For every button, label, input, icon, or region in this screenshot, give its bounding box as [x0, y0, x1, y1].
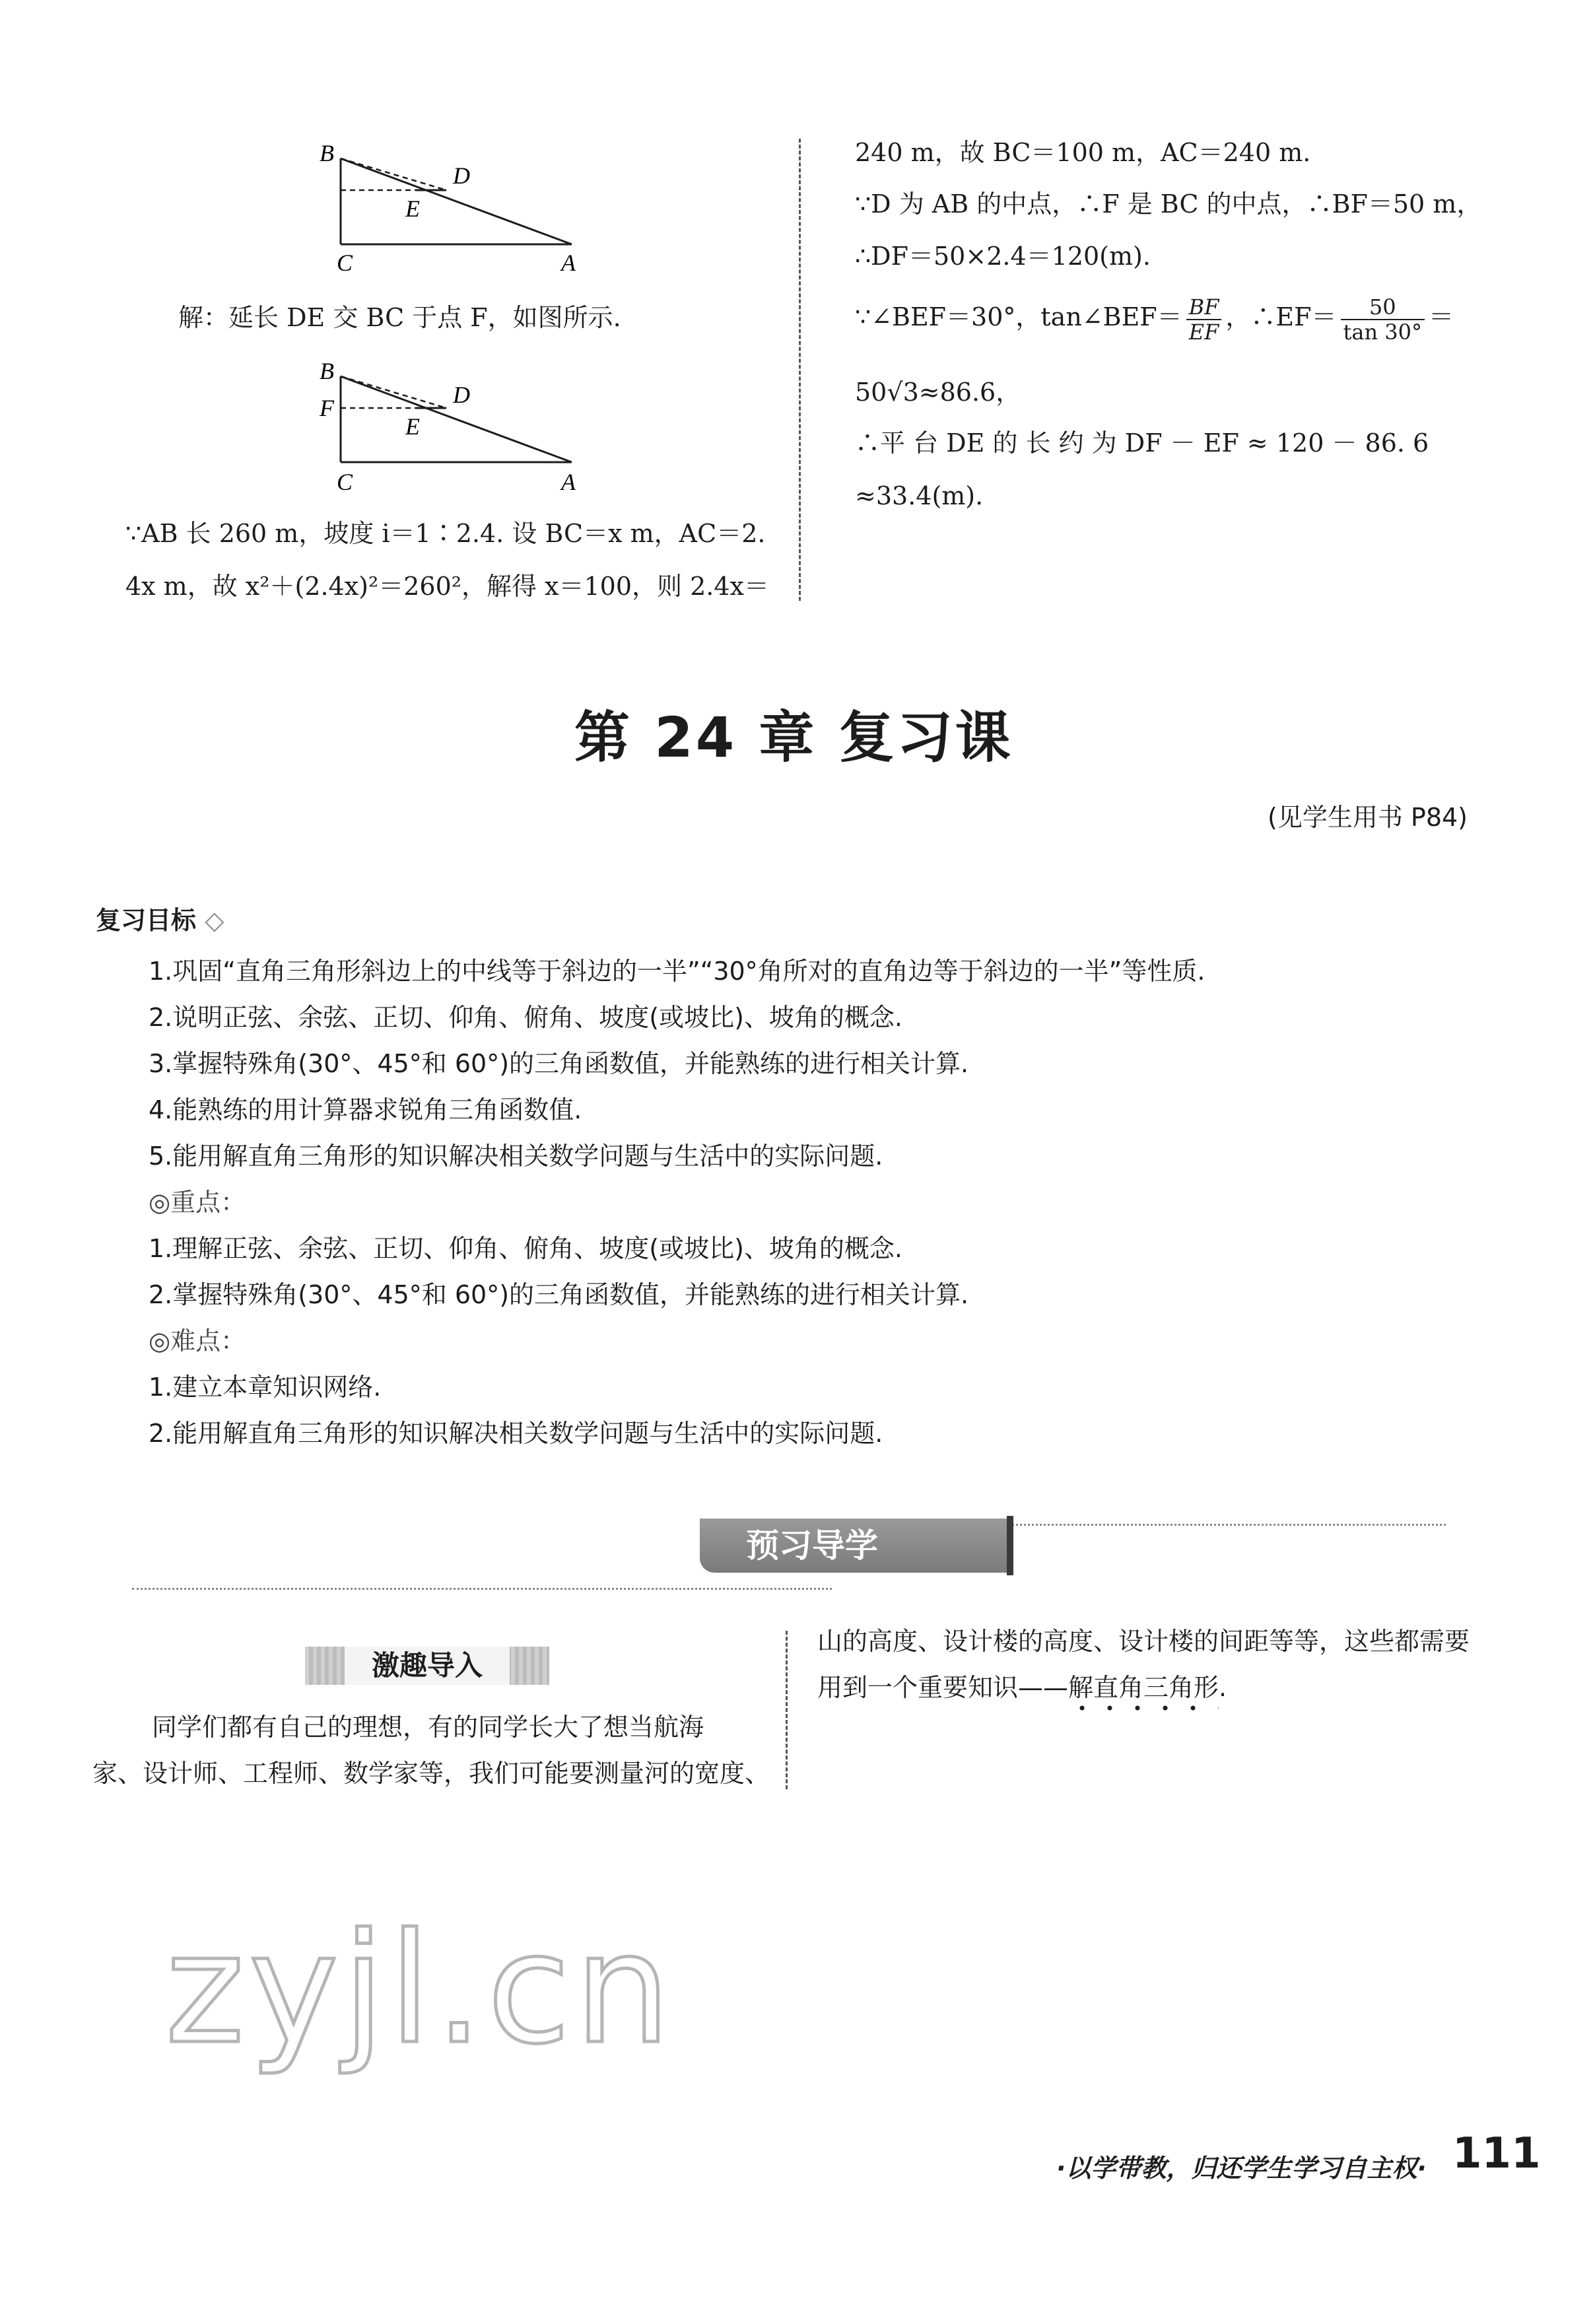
emphasized-term: 解直角三角形 — [1068, 1673, 1219, 1711]
line4-text-b: ，∴EF＝ — [1225, 302, 1337, 331]
solution-right-line-5: 50√3≈86.6， — [855, 378, 1021, 407]
label-e: E — [405, 195, 420, 222]
label-c: C — [337, 469, 353, 495]
review-goal-3: 3.掌握特殊角(30°、45°和 60°)的三角函数值，并能熟练的进行相关计算. — [149, 1049, 969, 1078]
label-e: E — [405, 413, 420, 440]
intro-right-text-a: 用到一个重要知识—— — [817, 1673, 1069, 1702]
label-a: A — [561, 250, 576, 276]
solution-right-line-6: ∴平 台 DE 的 长 约 为 DF － EF ≈ 120 － 86. 6 — [855, 428, 1429, 458]
banner-bottom-rule — [132, 1588, 832, 1590]
diamond-icon: ◇ — [205, 906, 224, 935]
column-divider — [799, 139, 801, 601]
difficult-point-2: 2.能用解直角三角形的知识解决相关数学问题与生活中的实际问题. — [149, 1419, 883, 1448]
solution-line-1: ∵AB 长 260 m，坡度 i＝1∶2.4. 设 BC＝x m，AC＝2. — [125, 519, 766, 548]
difficult-points-label: ◎难点： — [149, 1326, 246, 1355]
solution-right-line-1: 240 m，故 BC＝100 m，AC＝240 m. — [855, 138, 1311, 167]
triangle-figure-2 — [317, 350, 594, 502]
key-point-2: 2.掌握特殊角(30°、45°和 60°)的三角函数值，并能熟练的进行相关计算. — [149, 1280, 969, 1309]
label-b: B — [320, 140, 334, 166]
difficult-point-1: 1.建立本章知识网络. — [149, 1373, 382, 1402]
review-goal-2: 2.说明正弦、余弦、正切、仰角、俯角、坡度(或坡比)、坡角的概念. — [149, 1003, 902, 1032]
review-goal-1: 1.巩固“直角三角形斜边上的中线等于斜边的一半”“30°角所对的直角边等于斜边的一半”等性质. — [149, 957, 1205, 986]
solution-right-line-2: ∵D 为 AB 的中点，∴F 是 BC 的中点，∴BF＝50 m， — [855, 189, 1482, 219]
label-f: F — [320, 395, 334, 421]
fraction-bf-ef — [1186, 295, 1222, 344]
review-goals-heading-text: 复习目标 — [96, 906, 197, 935]
key-point-1: 1.理解正弦、余弦、正切、仰角、俯角、坡度(或坡比)、坡角的概念. — [149, 1234, 902, 1263]
preview-banner: 预习导学 — [700, 1519, 1010, 1573]
label-d: D — [453, 382, 470, 408]
label-d: D — [453, 162, 470, 189]
fraction-50-tan30 — [1341, 295, 1425, 344]
solution-intro: 解：延长 DE 交 BC 于点 F，如图所示. — [178, 303, 621, 332]
key-points-label: ◎重点： — [149, 1188, 246, 1217]
label-c: C — [337, 250, 353, 276]
intro-right-text-c: . — [1219, 1673, 1227, 1702]
intro-left-line-1: 同学们都有自己的理想，有的同学长大了想当航海 — [152, 1713, 704, 1742]
column-divider — [786, 1631, 788, 1789]
solution-right-line-7: ≈33.4(m). — [855, 481, 984, 510]
watermark: zyjl.cn — [165, 1901, 675, 2078]
label-a: A — [561, 469, 576, 495]
intro-left-line-2: 家、设计师、工程师、数学家等，我们可能要测量河的宽度、 — [92, 1759, 770, 1788]
banner-bar — [1007, 1516, 1013, 1575]
line4-text-c: ＝ — [1428, 302, 1454, 331]
fraction-numerator: 50 — [1341, 295, 1425, 320]
sub-banner-label: 激趣导入 — [345, 1647, 510, 1685]
review-goals-heading — [96, 903, 224, 938]
label-b: B — [320, 358, 334, 384]
chapter-title: 第 24 章 复习课 — [574, 705, 1013, 770]
intro-right-line-1: 山的高度、设计楼的高度、设计楼的间距等等，这些都需要 — [817, 1627, 1470, 1656]
solution-right-line-4 — [855, 290, 1454, 344]
triangle-figure-1 — [317, 139, 594, 277]
review-goal-4: 4.能熟练的用计算器求锐角三角函数值. — [149, 1095, 582, 1124]
footer-slogan: ·以学带教，归还学生学习自主权· — [1056, 2154, 1427, 2183]
line4-text-a: ∵∠BEF＝30°，tan∠BEF＝ — [855, 302, 1182, 331]
review-goal-5: 5.能用解直角三角形的知识解决相关数学问题与生活中的实际问题. — [149, 1142, 883, 1171]
fraction-denominator: EF — [1188, 319, 1219, 345]
sub-banner — [305, 1647, 549, 1685]
fraction-numerator: BF — [1186, 295, 1222, 320]
page-number: 111 — [1452, 2129, 1541, 2178]
chapter-reference: (见学生用书 P84) — [1268, 803, 1468, 832]
fraction-denominator: tan 30° — [1343, 319, 1422, 345]
solution-line-2: 4x m，故 x²＋(2.4x)²＝260²，解得 x＝100，则 2.4x＝ — [125, 572, 769, 601]
solution-right-line-3: ∴DF＝50×2.4＝120(m). — [855, 242, 1151, 271]
intro-right-line-2 — [817, 1670, 1227, 1705]
